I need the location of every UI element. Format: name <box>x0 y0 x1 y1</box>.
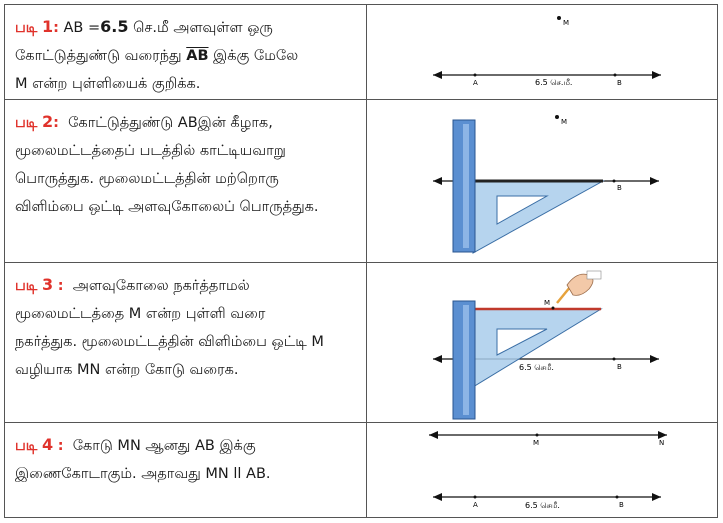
point-m-dot <box>555 115 559 119</box>
point-m-label: M <box>561 118 568 126</box>
step-2-text-cell <box>5 100 367 262</box>
right-arrow-icon <box>652 493 661 501</box>
step-1-colon: : <box>53 20 59 36</box>
step-4-text <box>15 431 356 488</box>
step-1-text-cell <box>5 5 367 99</box>
left-arrow-icon <box>433 71 442 79</box>
point-b-label: B <box>617 184 622 192</box>
point-b-label: B <box>617 79 622 87</box>
point-m-dot <box>552 307 555 310</box>
step-4-figure <box>367 423 717 517</box>
point-m-label: M <box>533 439 540 447</box>
step-3-line-3: நகர்த்துக. மூலைமட்டத்தின் விளிம்பை ஒட்டி M <box>15 334 324 350</box>
step-1-text-c: செ.மீ அளவுள்ள ஒரு <box>133 20 273 36</box>
steps-table <box>4 4 718 518</box>
step-1-segment-ab: $\overline{AB}$ <box>186 48 209 64</box>
measure-label: 6.5 செ.மீ. <box>535 78 573 87</box>
step-3-text-cell <box>5 263 367 422</box>
step-2-number: 2 <box>41 112 54 131</box>
ruler-scale <box>463 124 469 248</box>
step-2-figure-cell <box>367 100 717 262</box>
step-2-line-1: கோட்டுத்துண்டு ABஇன் கீழாக, <box>68 115 273 131</box>
point-a-label: A <box>473 79 478 87</box>
step-2-line-2: மூலைமட்டத்தைப் படத்தில் காட்டியவாறு <box>15 143 286 159</box>
point-m-dot <box>557 16 561 20</box>
step-4-figure-cell <box>367 423 717 517</box>
left-arrow-icon <box>433 493 442 501</box>
step-4-line-1: கோடு MN ஆனது AB இக்கு <box>72 438 256 454</box>
step-4-number: 4 <box>41 435 54 454</box>
set-square <box>473 309 601 387</box>
step-2-text <box>15 108 356 221</box>
step-1-number: 1 <box>41 17 54 36</box>
step-3-line-4: வழியாக MN என்ற கோடு வரைக. <box>15 362 239 378</box>
right-arrow-icon <box>652 71 661 79</box>
step-1-text <box>15 13 356 98</box>
step-3-line-1: அளவுகோலை நகர்த்தாமல் <box>72 278 250 294</box>
step-2-figure <box>367 100 717 263</box>
step-3-colon: : <box>57 278 64 294</box>
step-row-3 <box>5 263 717 423</box>
step-4-line-2: இணைகோடாகும். அதாவது MN ll AB. <box>15 466 271 482</box>
step-4-colon: : <box>57 438 64 454</box>
step-3-figure-cell <box>367 263 717 422</box>
left-arrow-icon <box>433 177 442 185</box>
point-n-dot <box>660 434 663 437</box>
set-square <box>473 181 603 253</box>
step-row-4 <box>5 423 717 517</box>
step-3-number: 3 <box>41 275 54 294</box>
point-b-dot <box>616 496 619 499</box>
point-b-label: B <box>617 363 622 371</box>
point-b-label: B <box>619 501 624 509</box>
step-2-line-4: விளிம்பை ஒட்டி அளவுகோலைப் பொருத்துக. <box>15 199 319 215</box>
step-1-text-a: AB = <box>63 20 101 36</box>
left-arrow-icon <box>429 431 438 439</box>
point-m-label: M <box>544 299 551 307</box>
step-3-line-2: மூலைமட்டத்தை M என்ற புள்ளி வரை <box>15 306 266 322</box>
measure-label: 6.5 செமீ. <box>525 501 560 510</box>
step-4-text-cell <box>5 423 367 517</box>
point-a-dot <box>474 74 477 77</box>
point-b-dot <box>613 180 616 183</box>
right-arrow-icon <box>650 355 659 363</box>
point-b-dot <box>613 358 616 361</box>
point-b-dot <box>614 74 617 77</box>
step-row-2 <box>5 100 717 263</box>
step-1-text-d: கோட்டுத்துண்டு வரைந்து <box>15 48 182 64</box>
step-row-1 <box>5 5 717 100</box>
step-2-colon: : <box>53 115 59 131</box>
point-n-label: N <box>659 439 665 447</box>
step-3-figure <box>367 263 717 423</box>
step-1-length: 6.5 <box>100 17 129 36</box>
left-arrow-icon <box>433 355 442 363</box>
step-2-label: படி <box>15 115 38 131</box>
point-m-label: M <box>563 19 570 27</box>
point-a-dot <box>474 496 477 499</box>
measure-label: 6.5 செமீ. <box>519 363 554 372</box>
step-3-label: படி <box>15 278 38 294</box>
step-1-text-g: M என்ற புள்ளியைக் குறிக்க. <box>15 76 201 92</box>
hand-pencil-icon <box>557 271 601 303</box>
step-4-label: படி <box>15 438 38 454</box>
step-2-line-3: பொருத்துக. மூலைமட்டத்தின் மற்றொரு <box>15 171 279 187</box>
ruler-scale <box>463 305 469 415</box>
step-1-figure-cell <box>367 5 717 99</box>
step-3-text <box>15 271 356 384</box>
point-a-label: A <box>473 501 478 509</box>
step-1-label: படி <box>15 20 38 36</box>
step-1-figure <box>367 5 717 100</box>
step-1-text-f: இக்கு மேலே <box>213 48 299 64</box>
point-m-dot <box>536 434 539 437</box>
right-arrow-icon <box>650 177 659 185</box>
